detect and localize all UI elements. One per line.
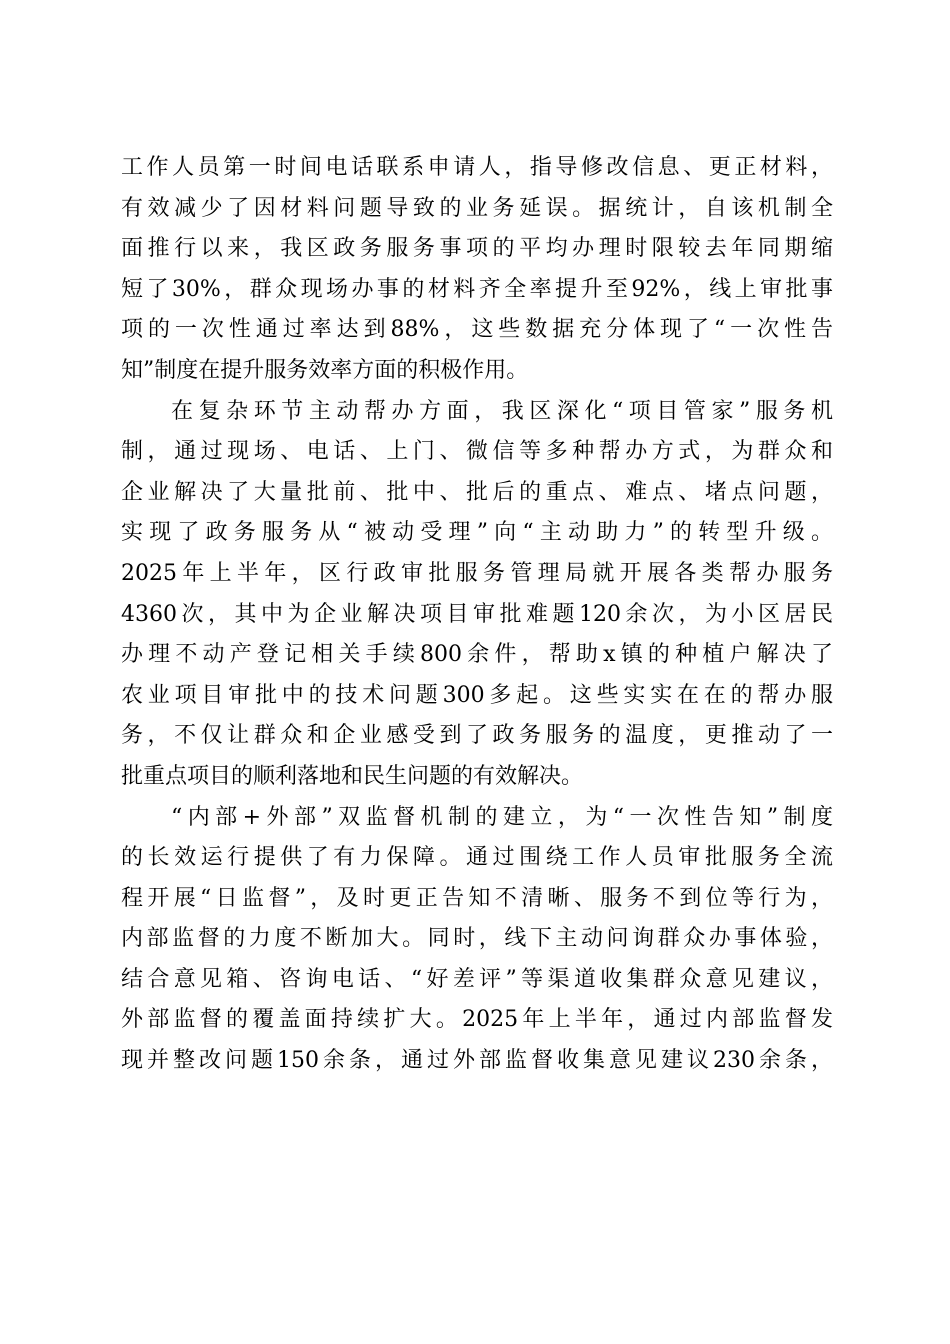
text-line: 程开展“日监督”，及时更正告知不清晰、服务不到位等行为， [121, 885, 833, 911]
text-line: “内部+外部”双监督机制的建立，为“一次性告知”制度 [171, 804, 833, 830]
text-line: 现并整改问题150余条，通过外部监督收集意见建议230余条， [121, 1048, 833, 1074]
document-body [121, 148, 833, 1082]
text-line: 在复杂环节主动帮办方面，我区深化“项目管家”服务机 [171, 398, 833, 424]
paragraph [121, 392, 833, 798]
text-line: 面推行以来，我区政务服务事项的平均办理时限较去年同期缩 [121, 236, 833, 262]
text-line: 农业项目审批中的技术问题300多起。这些实实在在的帮办服 [121, 682, 833, 708]
text-line: 制，通过现场、电话、上门、微信等多种帮办方式，为群众和 [121, 439, 833, 465]
text-line: 知”制度在提升服务效率方面的积极作用。 [121, 357, 529, 383]
text-line: 办理不动产登记相关手续800余件，帮助x镇的种植户解决了 [121, 642, 833, 668]
paragraph [121, 798, 833, 1082]
text-line: 内部监督的力度不断加大。同时，线下主动问询群众办事体验， [121, 926, 833, 952]
text-line: 务，不仅让群众和企业感受到了政务服务的温度，更推动了一 [121, 723, 833, 749]
text-line: 短了30%，群众现场办事的材料齐全率提升至92%，线上审批事 [121, 276, 833, 302]
text-line: 批重点项目的顺利落地和民生问题的有效解决。 [121, 763, 584, 789]
paragraph [121, 148, 833, 392]
text-line: 结合意见箱、咨询电话、“好差评”等渠道收集群众意见建议， [121, 966, 833, 992]
text-line: 企业解决了大量批前、批中、批后的重点、难点、堵点问题， [121, 479, 833, 505]
text-line: 实现了政务服务从“被动受理”向“主动助力”的转型升级。 [121, 520, 833, 546]
text-line: 有效减少了因材料问题导致的业务延误。据统计，自该机制全 [121, 195, 833, 221]
text-line: 工作人员第一时间电话联系申请人，指导修改信息、更正材料， [121, 155, 833, 180]
text-line: 的长效运行提供了有力保障。通过围绕工作人员审批服务全流 [121, 845, 833, 871]
text-line: 外部监督的覆盖面持续扩大。2025年上半年，通过内部监督发 [121, 1007, 833, 1033]
text-line: 2025年上半年，区行政审批服务管理局就开展各类帮办服务 [121, 560, 833, 586]
text-line: 4360次，其中为企业解决项目审批难题120余次，为小区居民 [121, 601, 833, 627]
text-line: 项的一次性通过率达到88%，这些数据充分体现了“一次性告 [121, 317, 833, 343]
